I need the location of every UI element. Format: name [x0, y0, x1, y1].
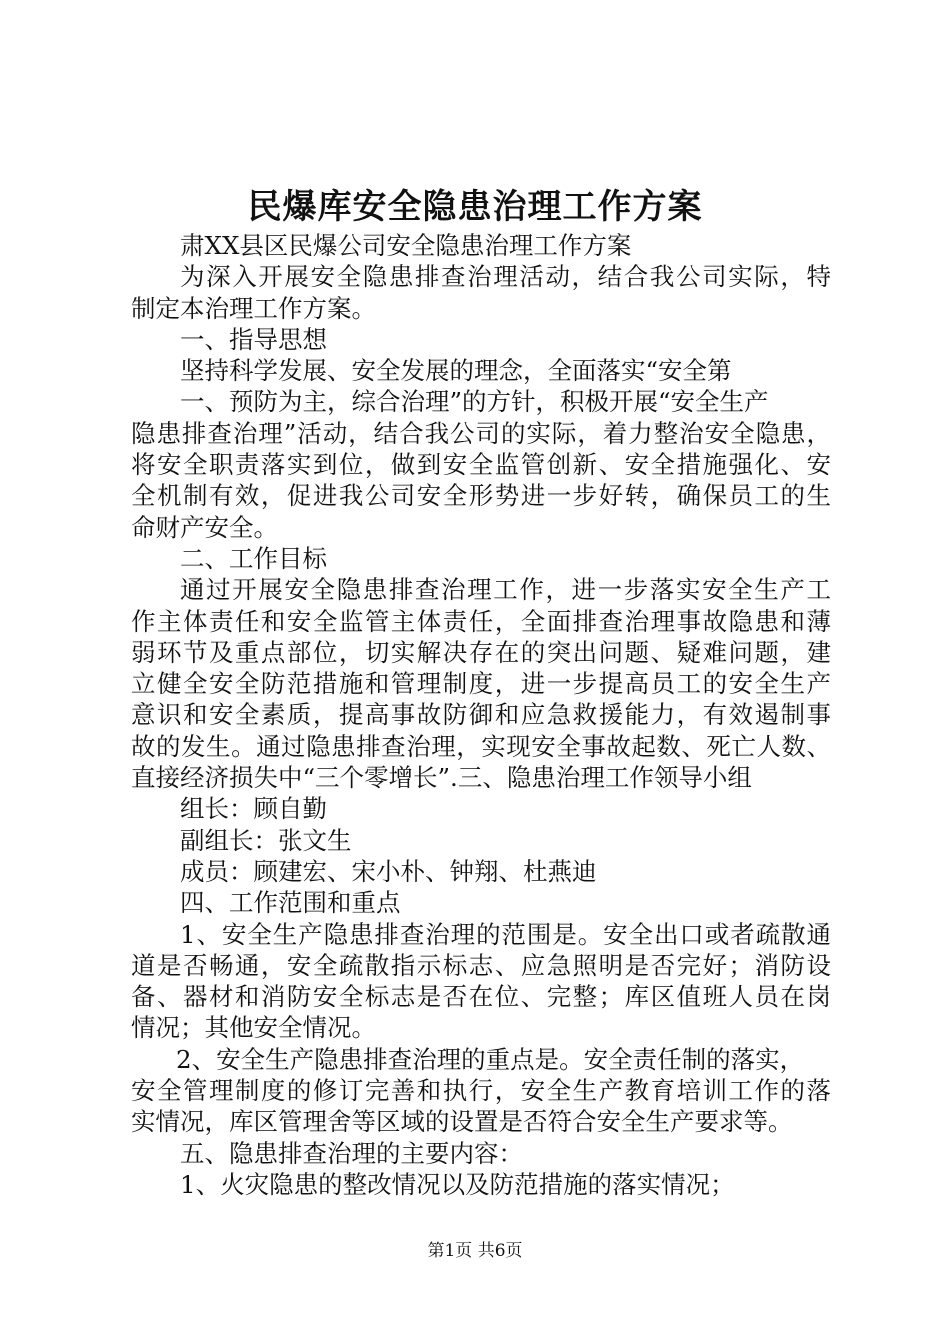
- text-line: 道是否畅通，安全疏散指示标志、应急照明是否完好；消防设: [131, 950, 831, 980]
- text-line: 为深入开展安全隐患排查治理活动，结合我公司实际，特: [180, 262, 831, 292]
- text-line: 肃XX县区民爆公司安全隐患治理工作方案: [180, 231, 632, 260]
- text-line: 直接经济损失中“三个零增长”.三、隐患治理工作领导小组: [131, 763, 752, 793]
- text-line: 制定本治理工作方案。: [131, 293, 376, 323]
- text-line: 1、安全生产隐患排查治理的范围是。安全出口或者疏散通: [180, 919, 831, 949]
- document-title: 民爆库安全隐患治理工作方案: [247, 187, 703, 227]
- text-line: 成员：顾建宏、宋小朴、钟翔、杜燕迪: [180, 856, 597, 886]
- text-line: 备、器材和消防安全标志是否在位、完整；库区值班人员在岗: [131, 982, 831, 1012]
- text-line: 全机制有效，促进我公司安全形势进一步好转，确保员工的生: [131, 481, 831, 511]
- text-line: 将安全职责落实到位，做到安全监管创新、安全措施强化、安: [131, 450, 831, 480]
- text-line: 情况；其他安全情况。: [131, 1013, 376, 1043]
- section-heading: 二、工作目标: [180, 543, 327, 573]
- text-line: 1、火灾隐患的整改情况以及防范措施的落实情况；: [180, 1169, 735, 1199]
- document-body: [131, 230, 831, 1200]
- text-line: 立健全安全防范措施和管理制度，进一步提高员工的安全生产: [131, 669, 831, 699]
- text-line: 意识和安全素质，提高事故防御和应急救援能力，有效遏制事: [131, 700, 831, 730]
- text-line: 作主体责任和安全监管主体责任，全面排查治理事故隐患和薄: [131, 606, 831, 636]
- text-line: 故的发生。通过隐患排查治理，实现安全事故起数、死亡人数、: [131, 731, 831, 761]
- text-line: 副组长：张文生: [180, 825, 352, 855]
- page-number: 第1页 共6页: [427, 1241, 523, 1261]
- text-line: 2、安全生产隐患排查治理的重点是。安全责任制的落实，: [176, 1044, 805, 1074]
- text-line: 组长：顾自勤: [180, 794, 327, 824]
- section-heading: 一、指导思想: [180, 324, 327, 354]
- text-line: 实情况，库区管理舍等区域的设置是否符合安全生产要求等。: [131, 1107, 793, 1137]
- text-line: 安全管理制度的修订完善和执行，安全生产教育培训工作的落: [131, 1076, 831, 1106]
- text-line: 隐患排查治理”活动，结合我公司的实际，着力整治安全隐患，: [131, 418, 831, 448]
- text-line: 弱环节及重点部位，切实解决存在的突出问题、疑难问题，建: [131, 637, 831, 667]
- section-heading: 四、工作范围和重点: [180, 888, 401, 918]
- text-line: 坚持科学发展、安全发展的理念，全面落实“安全第: [180, 356, 732, 386]
- text-line: 命财产安全。: [131, 512, 278, 542]
- section-heading: 五、隐患排查治理的主要内容：: [180, 1138, 523, 1168]
- text-line: 一、预防为主，综合治理”的方针，积极开展“安全生产: [180, 387, 769, 417]
- text-line: 通过开展安全隐患排查治理工作，进一步落实安全生产工: [180, 575, 831, 605]
